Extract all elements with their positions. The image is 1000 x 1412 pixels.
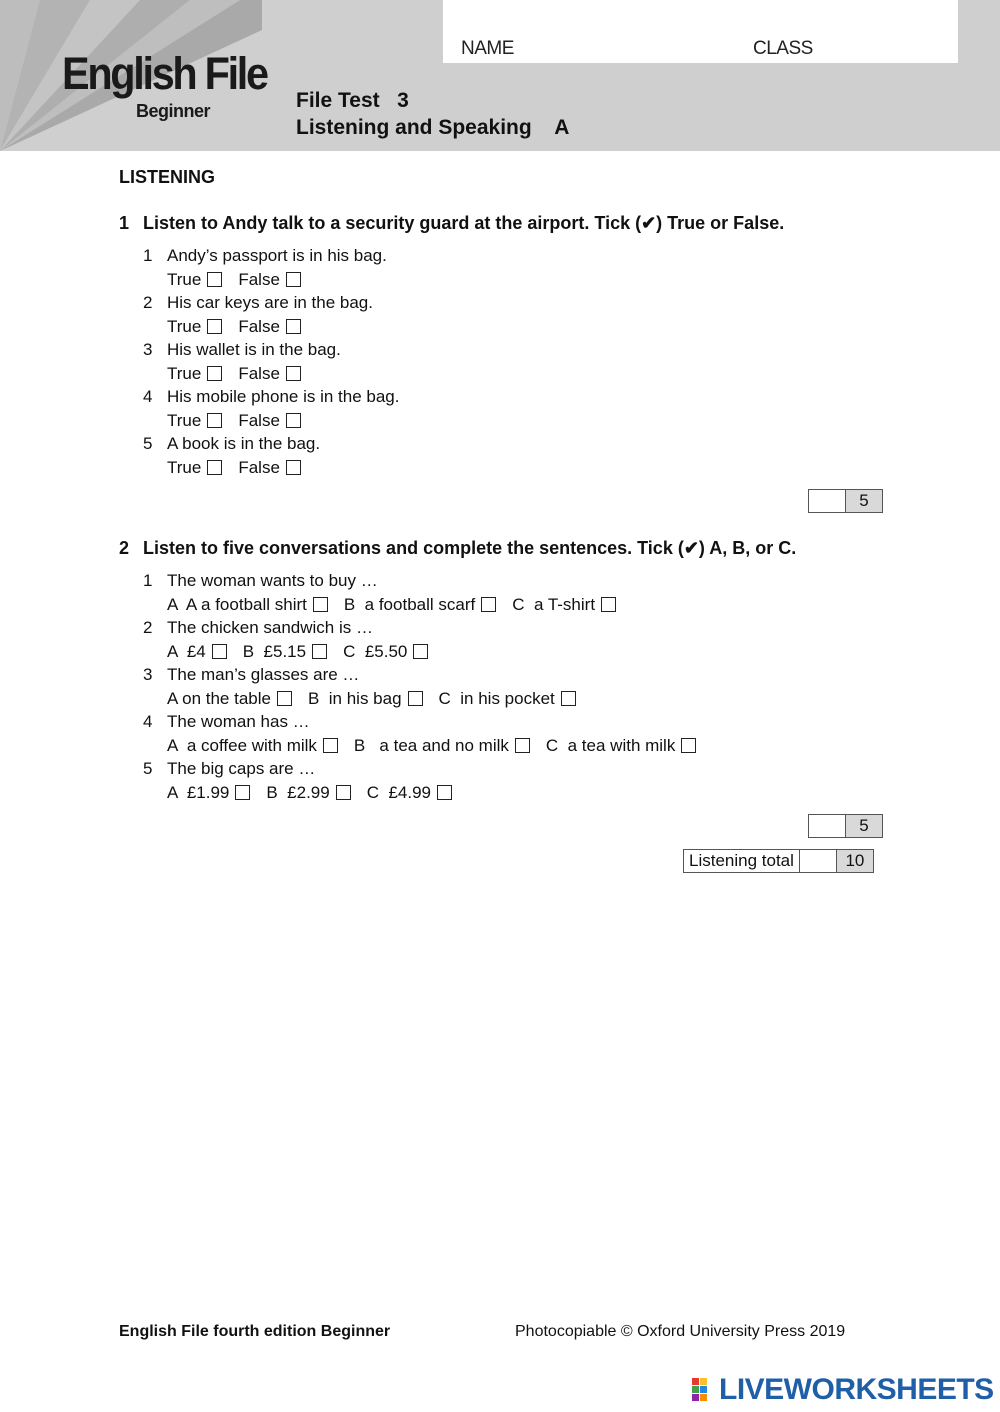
q1-item-4: 4 His mobile phone is in the bag. [143, 387, 400, 406]
option-c-checkbox[interactable] [561, 691, 576, 706]
question-number: 2 [119, 538, 130, 558]
listening-total-label: Listening total [684, 850, 800, 872]
q1-item-5: 5 A book is in the bag. [143, 434, 321, 453]
option-c-checkbox[interactable] [437, 785, 452, 800]
question-1-heading [119, 213, 784, 234]
score-entry[interactable] [809, 490, 846, 512]
option-b-checkbox[interactable] [515, 738, 530, 753]
liveworksheets-logo-icon [692, 1378, 716, 1402]
q2-item-2: 2 The chicken sandwich is … [143, 618, 373, 637]
option-a-checkbox[interactable] [277, 691, 292, 706]
option-c-checkbox[interactable] [413, 644, 428, 659]
footer-copyright: Photocopiable © Oxford University Press 2019 [515, 1323, 846, 1340]
score-max: 5 [846, 490, 882, 512]
option-a-checkbox[interactable] [323, 738, 338, 753]
q2-item-1-options: A A a football shirt B a football scarf C a T-shirt [167, 595, 632, 615]
q1-item-4-options: True False [167, 411, 317, 431]
footer-edition: English File fourth edition Beginner [119, 1323, 391, 1340]
true-checkbox[interactable] [207, 413, 222, 428]
file-test-title: File Test 3 [296, 89, 409, 112]
logo-title: English File [62, 48, 267, 99]
q1-score-box [808, 489, 883, 513]
name-class-box [443, 0, 958, 63]
q1-item-3-options: True False [167, 364, 317, 384]
q2-item-3-options: A on the table B in his bag C in his pocket [167, 689, 592, 709]
question-instruction: Listen to Andy talk to a security guard at the airport. Tick (✔) True or False. [143, 213, 785, 233]
q1-item-2: 2 His car keys are in the bag. [143, 293, 373, 312]
q2-score-box [808, 814, 883, 838]
score-max: 5 [846, 815, 882, 837]
q1-item-3: 3 His wallet is in the bag. [143, 340, 341, 359]
q2-item-4-options: A a coffee with milk B a tea and no milk C a tea with milk [167, 736, 712, 756]
question-2-heading [119, 538, 796, 559]
listening-total-box [683, 849, 874, 873]
true-checkbox[interactable] [207, 319, 222, 334]
option-b-checkbox[interactable] [312, 644, 327, 659]
section-title: LISTENING [119, 167, 216, 187]
q2-item-1: 1 The woman wants to buy … [143, 571, 378, 590]
option-c-checkbox[interactable] [681, 738, 696, 753]
false-checkbox[interactable] [286, 413, 301, 428]
option-b-checkbox[interactable] [481, 597, 496, 612]
question-instruction: Listen to five conversations and complete the sentences. Tick (✔) A, B, or C. [143, 538, 797, 558]
true-checkbox[interactable] [207, 460, 222, 475]
false-checkbox[interactable] [286, 319, 301, 334]
false-checkbox[interactable] [286, 366, 301, 381]
q1-item-2-options: True False [167, 317, 317, 337]
option-b-checkbox[interactable] [408, 691, 423, 706]
q1-item-1: 1 Andy’s passport is in his bag. [143, 246, 387, 265]
q1-item-1-options: True False [167, 270, 317, 290]
q2-item-5: 5 The big caps are … [143, 759, 316, 778]
score-entry[interactable] [809, 815, 846, 837]
name-field[interactable]: NAME [461, 38, 514, 59]
true-checkbox[interactable] [207, 272, 222, 287]
q2-item-2-options: A £4 B £5.15 C £5.50 [167, 642, 444, 662]
q1-item-5-options: True False [167, 458, 317, 478]
option-a-checkbox[interactable] [235, 785, 250, 800]
option-c-checkbox[interactable] [601, 597, 616, 612]
q2-item-3: 3 The man’s glasses are … [143, 665, 360, 684]
class-field[interactable]: CLASS [753, 38, 813, 59]
option-a-checkbox[interactable] [313, 597, 328, 612]
listening-total-entry[interactable] [800, 850, 837, 872]
liveworksheets-text: LIVEWORKSHEETS [719, 1373, 994, 1406]
liveworksheets-watermark [692, 1373, 994, 1407]
option-b-checkbox[interactable] [336, 785, 351, 800]
q2-item-4: 4 The woman has … [143, 712, 310, 731]
file-test-subtitle: Listening and Speaking A [296, 116, 570, 139]
true-checkbox[interactable] [207, 366, 222, 381]
listening-total-max: 10 [837, 850, 873, 872]
question-number: 1 [119, 213, 130, 233]
logo-subtitle: Beginner [136, 101, 211, 121]
q2-item-5-options: A £1.99 B £2.99 C £4.99 [167, 783, 468, 803]
false-checkbox[interactable] [286, 460, 301, 475]
option-a-checkbox[interactable] [212, 644, 227, 659]
false-checkbox[interactable] [286, 272, 301, 287]
